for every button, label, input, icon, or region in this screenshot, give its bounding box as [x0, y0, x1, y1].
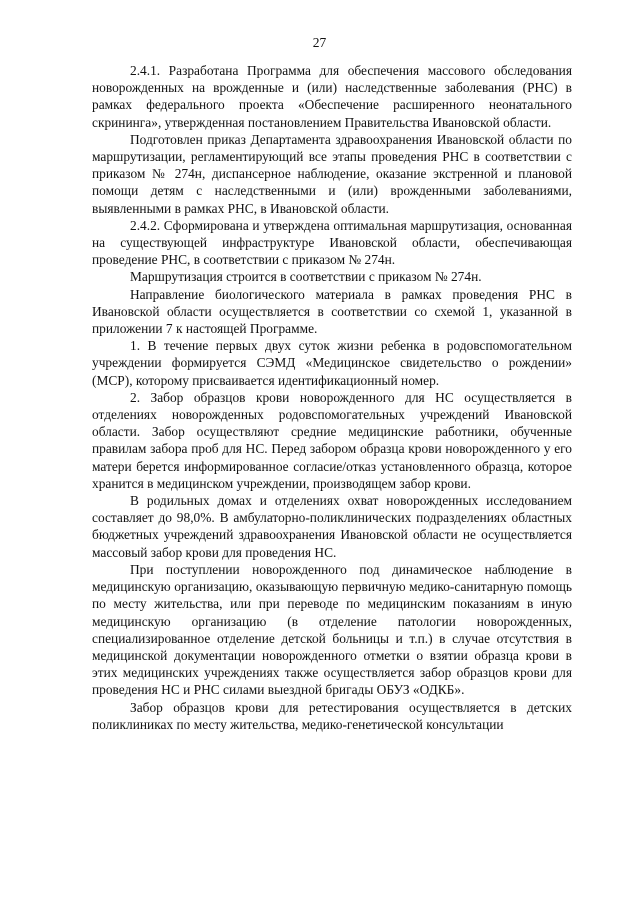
paragraph-coverage: В родильных домах и отделениях охват новорожденных исследованием составляет до 98,0%. В амбулаторно-поликлинических подразделениях областных бюджетных учреждений здравоохранения Ивановской области не осуществляется массовый забор крови для проведения НС. [92, 493, 572, 560]
paragraph-2-4-2: 2.4.2. Сформирована и утверждена оптимальная маршрутизация, основанная на существующей инфраструктуре Ивановской области, обеспечивающая проведение РНС, в соответствии с приказом № 274н. [92, 217, 572, 268]
paragraph-admission: При поступлении новорожденного под динамическое наблюдение в медицинскую организацию, оказывающую первичную медико-санитарную помощь по месту жительства, или при переводе по медицинским показаниям в иную медицинскую организацию (в отделение патологии новорожденных, специализированное отделение детской больницы и т.п.) в случае отсутствия в медицинской документации новорожденного отметки о взятии образца крови в этих медицинских учреждениях также осуществляется забор образцов крови для проведения НС и РНС силами выездной бригады ОБУЗ «ОДКБ». [92, 561, 572, 698]
document-body [92, 62, 572, 733]
paragraph-step-2: 2. Забор образцов крови новорожденного для НС осуществляется в отделениях новорожденных родовспомогательных учреждений Ивановской области. Забор осуществляют средние медицинские работники, обученные правилам забора проб для НС. Перед забором образца крови новорожденного у его матери берется информированное согласие/отказ установленного образца, которое хранится в медицинском учреждении, производящем забор крови. [92, 389, 572, 491]
paragraph-order-routing: Подготовлен приказ Департамента здравоохранения Ивановской области по маршрутизации, регламентирующий все этапы проведения РНС в соответствии с приказом № 274н, диспансерное наблюдение, оказание экстренной и плановой помощи детям с наследственными и (или) врожденными заболеваниями, выявленными в рамках РНС, в Ивановской области. [92, 131, 572, 216]
paragraph-biomaterial-direction: Направление биологического материала в рамках проведения РНС в Ивановской области осуществляется в соответствии со схемой 1, указанной в приложении 7 к настоящей Программе. [92, 286, 572, 337]
paragraph-retesting: Забор образцов крови для ретестирования осуществляется в детских поликлиниках по месту жительства, медико-генетической консультации [92, 699, 572, 732]
paragraph-step-1: 1. В течение первых двух суток жизни ребенка в родовспомогательном учреждении формируется СЭМД «Медицинское свидетельство о рождении» (МСР), которому присваивается идентификационный номер. [92, 338, 572, 388]
paragraph-routing-basis: Маршрутизация строится в соответствии с приказом № 274н. [130, 269, 482, 285]
paragraph-2-4-1: 2.4.1. Разработана Программа для обеспечения массового обследования новорожденных на врожденные и (или) наследственные заболевания (РНС) в рамках федерального проекта «Обеспечение расширенного неонатального скрининга», утвержденная постановлением Правительства Ивановской области. [92, 63, 572, 130]
page-number: 27 [312, 35, 327, 50]
